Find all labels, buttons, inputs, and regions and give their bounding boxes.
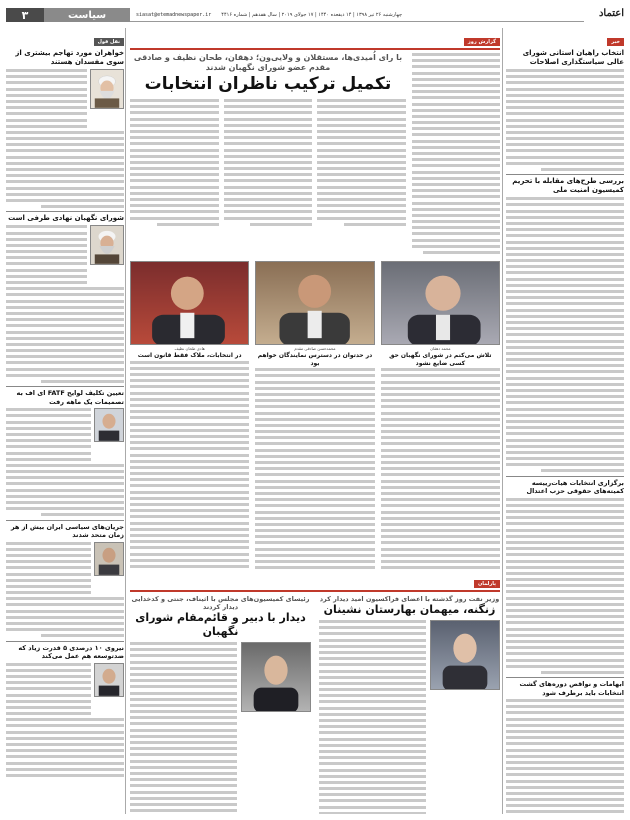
story-guardian <box>130 595 311 814</box>
caption-sadeghi: محمدحسن صادقی مقدم <box>294 346 336 352</box>
caption-tahan: هادی طحان نظیف <box>174 346 205 352</box>
photo-quote2 <box>90 225 124 265</box>
quote4-title: جریان‌های سیاسی ایران بیش از هر زمان متحد شدند <box>10 522 124 540</box>
photo-quote5 <box>94 663 124 697</box>
photo-quote3 <box>94 408 124 442</box>
title-sadeghi: در حدتوان در دسترس نمایندگان خواهم بود <box>257 352 373 367</box>
intro-col-a <box>317 99 406 229</box>
photo-zanganeh <box>430 620 500 690</box>
profile-tahan <box>130 261 249 570</box>
right-column <box>506 28 624 814</box>
photo-quote4 <box>94 542 124 576</box>
title-tahan: در انتخابات، ملاک فقط قانون است <box>137 352 242 360</box>
quote-tag: نقل قول <box>94 38 124 46</box>
quote3-title: تعیین تکلیف لوایح FATF ای اف به تصمیمات یک ماهه رفت <box>16 389 124 406</box>
story2-headline: دیدار با دبیر و قائم‌مقام شورای نگهبان <box>135 611 306 638</box>
caption-dehghan: محمد دهقان <box>430 346 451 352</box>
right-item1-body <box>506 69 624 171</box>
right-item2-title: بررسی طرح‌های مقابله با تحریم کمیسیون امنیت ملی <box>512 177 624 195</box>
photo-quote1 <box>90 69 124 109</box>
quote2-title: شورای نگهبان نهادی طرفی است <box>8 214 124 223</box>
story-zanganeh <box>319 595 500 814</box>
intro-col-b <box>224 99 313 229</box>
page-number: ۳ <box>6 8 44 22</box>
left-column <box>6 28 124 814</box>
photo-sadeghi <box>255 261 374 345</box>
intro-col-right <box>412 53 500 257</box>
right-item1-title: انتخاب راهیان استانی شورای عالی سیاستگذاری اصلاحات <box>522 49 624 66</box>
profile-dehghan <box>381 261 500 570</box>
quote1-title: خواهران مورد تهاجم بیشتری از سوی مفسدان هستند <box>15 49 124 66</box>
story1-kicker: وزیر نفت روز گذشته با اعضای فراکسیون امید دیدار کرد <box>319 595 500 603</box>
news-tag: خبر <box>607 38 624 46</box>
story1-headline: زنگنه، میهمان بهارستان نشینان <box>323 603 496 616</box>
main-headline: تکمیل ترکیب ناظران انتخابات <box>144 74 392 94</box>
page-header <box>6 8 624 22</box>
main-story <box>130 28 500 570</box>
main-tag: گزارش روز <box>464 38 500 46</box>
header-info <box>130 8 584 22</box>
photo-tahan <box>130 261 249 345</box>
website[interactable]: siasat@etemadnewspaper.ir <box>136 11 212 18</box>
bottom-section <box>130 570 500 814</box>
story2-kicker: رئیسای کمیسیون‌های مجلس با اثیناف، جنتی و کدخدایی دیدار کردند <box>131 595 310 611</box>
right-item3-title: برگزاری انتخابات هیات‌رییسه کمیته‌های حقوقی حزب اعتدال <box>526 478 624 496</box>
section-name: سیاست <box>44 8 130 22</box>
intro-col-c <box>130 99 219 229</box>
logo: اعتماد <box>598 8 624 19</box>
title-dehghan: تلاش می‌کنم در شورای نگهبان حق کسی ضایع نشود <box>389 352 492 367</box>
right-item4-body <box>506 699 624 814</box>
right-item2-body <box>506 197 624 472</box>
main-kicker: با رای اُمیدی‌ها، مستقلان و ولایی‌ون؛ دهقان، طحان نظیف و صادقی مقدم عضو شورای نگهبان شدند <box>133 53 403 72</box>
quote5-title: نیروی ۱۰ درصدی ۵ قدرت زیاد که ضدتوسعه هم عمل می‌کند <box>18 643 124 661</box>
photo-dehghan <box>381 261 500 345</box>
date-line: چهارشنبه ۲۶ تیر ۱۳۹۸ | ۱۴ ذیقعده ۱۴۴۰ | ۱۷ جولای ۲۰۱۹ | سال هفدهم | شماره ۴۴۱۶ <box>221 11 403 18</box>
right-item4-title: ابهامات و نواقص دوره‌های گشت انتخابات باید برطرف شود <box>519 680 624 697</box>
profile-sadeghi <box>255 261 374 570</box>
parliament-tag: پارلمان <box>474 580 500 588</box>
photo-kadkhodaei <box>241 642 311 712</box>
right-item3-body <box>506 498 624 674</box>
